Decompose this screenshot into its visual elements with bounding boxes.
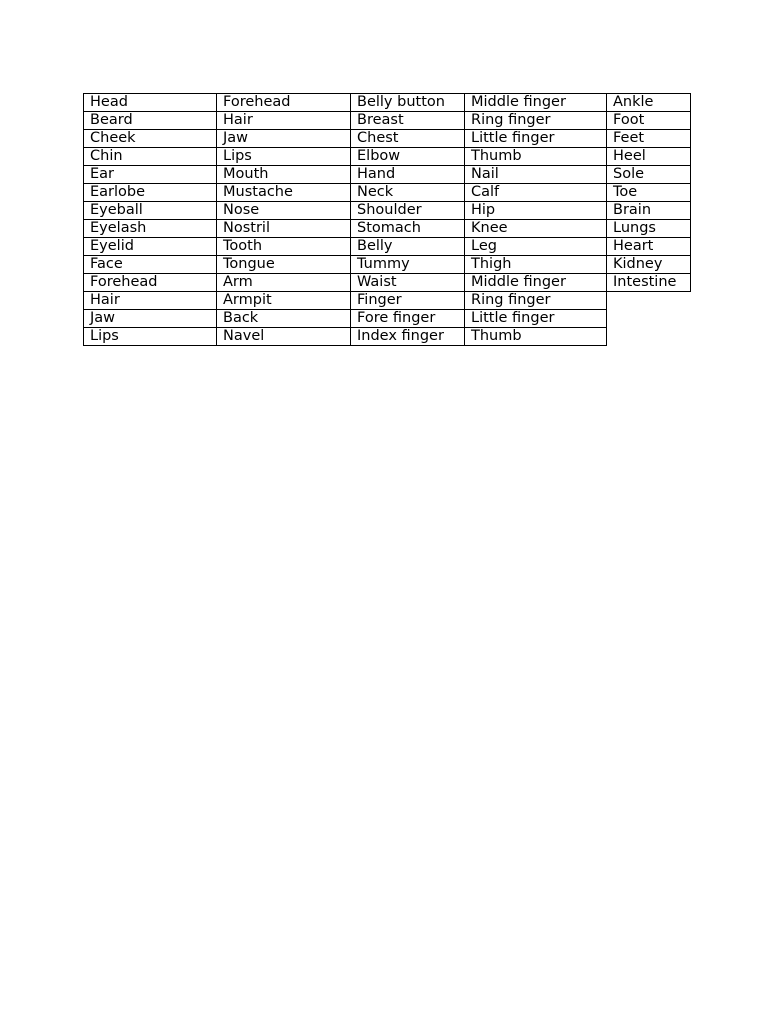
table-cell: Middle finger: [465, 274, 607, 292]
table-row: [84, 238, 691, 256]
table-cell: Earlobe: [84, 184, 217, 202]
table-cell: Ring finger: [465, 292, 607, 310]
table-cell: Ankle: [607, 94, 691, 112]
table-cell: Tooth: [217, 238, 351, 256]
table-cell: Forehead: [217, 94, 351, 112]
table-cell: Ear: [84, 166, 217, 184]
table-row: [84, 328, 691, 346]
table-cell: Ring finger: [465, 112, 607, 130]
table-row: [84, 148, 691, 166]
table-cell: Lips: [217, 148, 351, 166]
table-cell: Jaw: [84, 310, 217, 328]
table-row: [84, 310, 691, 328]
table-cell: Thumb: [465, 148, 607, 166]
table-cell: Lips: [84, 328, 217, 346]
table-row: [84, 220, 691, 238]
table-cell: Thigh: [465, 256, 607, 274]
table-cell: Hair: [84, 292, 217, 310]
table-cell: Back: [217, 310, 351, 328]
table-cell: Sole: [607, 166, 691, 184]
table-cell: Nostril: [217, 220, 351, 238]
table-cell: Hair: [217, 112, 351, 130]
table-cell: Heart: [607, 238, 691, 256]
table-cell: Nail: [465, 166, 607, 184]
table-cell: Little finger: [465, 310, 607, 328]
table-cell: Toe: [607, 184, 691, 202]
table-cell: Chin: [84, 148, 217, 166]
table-cell: Index finger: [351, 328, 465, 346]
table-cell: Eyelash: [84, 220, 217, 238]
table-cell: Tongue: [217, 256, 351, 274]
table-cell: Brain: [607, 202, 691, 220]
table-cell: Arm: [217, 274, 351, 292]
empty-cell: [607, 292, 691, 310]
table-cell: Little finger: [465, 130, 607, 148]
table-row: [84, 166, 691, 184]
table-row: [84, 256, 691, 274]
table-cell: Jaw: [217, 130, 351, 148]
table-row: [84, 130, 691, 148]
table-cell: Foot: [607, 112, 691, 130]
table-row: [84, 94, 691, 112]
empty-cell: [607, 328, 691, 346]
table-row: [84, 202, 691, 220]
table-cell: Stomach: [351, 220, 465, 238]
table-cell: Finger: [351, 292, 465, 310]
table-cell: Hip: [465, 202, 607, 220]
table-cell: Waist: [351, 274, 465, 292]
empty-cell: [607, 310, 691, 328]
table-cell: Face: [84, 256, 217, 274]
table-row: [84, 274, 691, 292]
table-cell: Belly: [351, 238, 465, 256]
table-cell: Intestine: [607, 274, 691, 292]
table-cell: Fore finger: [351, 310, 465, 328]
table-cell: Forehead: [84, 274, 217, 292]
table-cell: Middle finger: [465, 94, 607, 112]
table-cell: Belly button: [351, 94, 465, 112]
table-cell: Neck: [351, 184, 465, 202]
table-row: [84, 184, 691, 202]
table-cell: Kidney: [607, 256, 691, 274]
table-cell: Heel: [607, 148, 691, 166]
table-cell: Shoulder: [351, 202, 465, 220]
table-cell: Eyelid: [84, 238, 217, 256]
table-cell: Knee: [465, 220, 607, 238]
table-cell: Lungs: [607, 220, 691, 238]
body-parts-table: [83, 93, 691, 346]
table-cell: Head: [84, 94, 217, 112]
table-cell: Calf: [465, 184, 607, 202]
table-cell: Elbow: [351, 148, 465, 166]
table-cell: Eyeball: [84, 202, 217, 220]
table-cell: Leg: [465, 238, 607, 256]
table-cell: Nose: [217, 202, 351, 220]
table-row: [84, 292, 691, 310]
table-cell: Navel: [217, 328, 351, 346]
table-cell: Thumb: [465, 328, 607, 346]
table-cell: Breast: [351, 112, 465, 130]
table-cell: Feet: [607, 130, 691, 148]
table-cell: Mouth: [217, 166, 351, 184]
table-row: [84, 112, 691, 130]
table-cell: Tummy: [351, 256, 465, 274]
table-cell: Cheek: [84, 130, 217, 148]
table-cell: Hand: [351, 166, 465, 184]
table-cell: Chest: [351, 130, 465, 148]
table-cell: Mustache: [217, 184, 351, 202]
table-cell: Armpit: [217, 292, 351, 310]
table-cell: Beard: [84, 112, 217, 130]
table-body: [84, 94, 691, 346]
